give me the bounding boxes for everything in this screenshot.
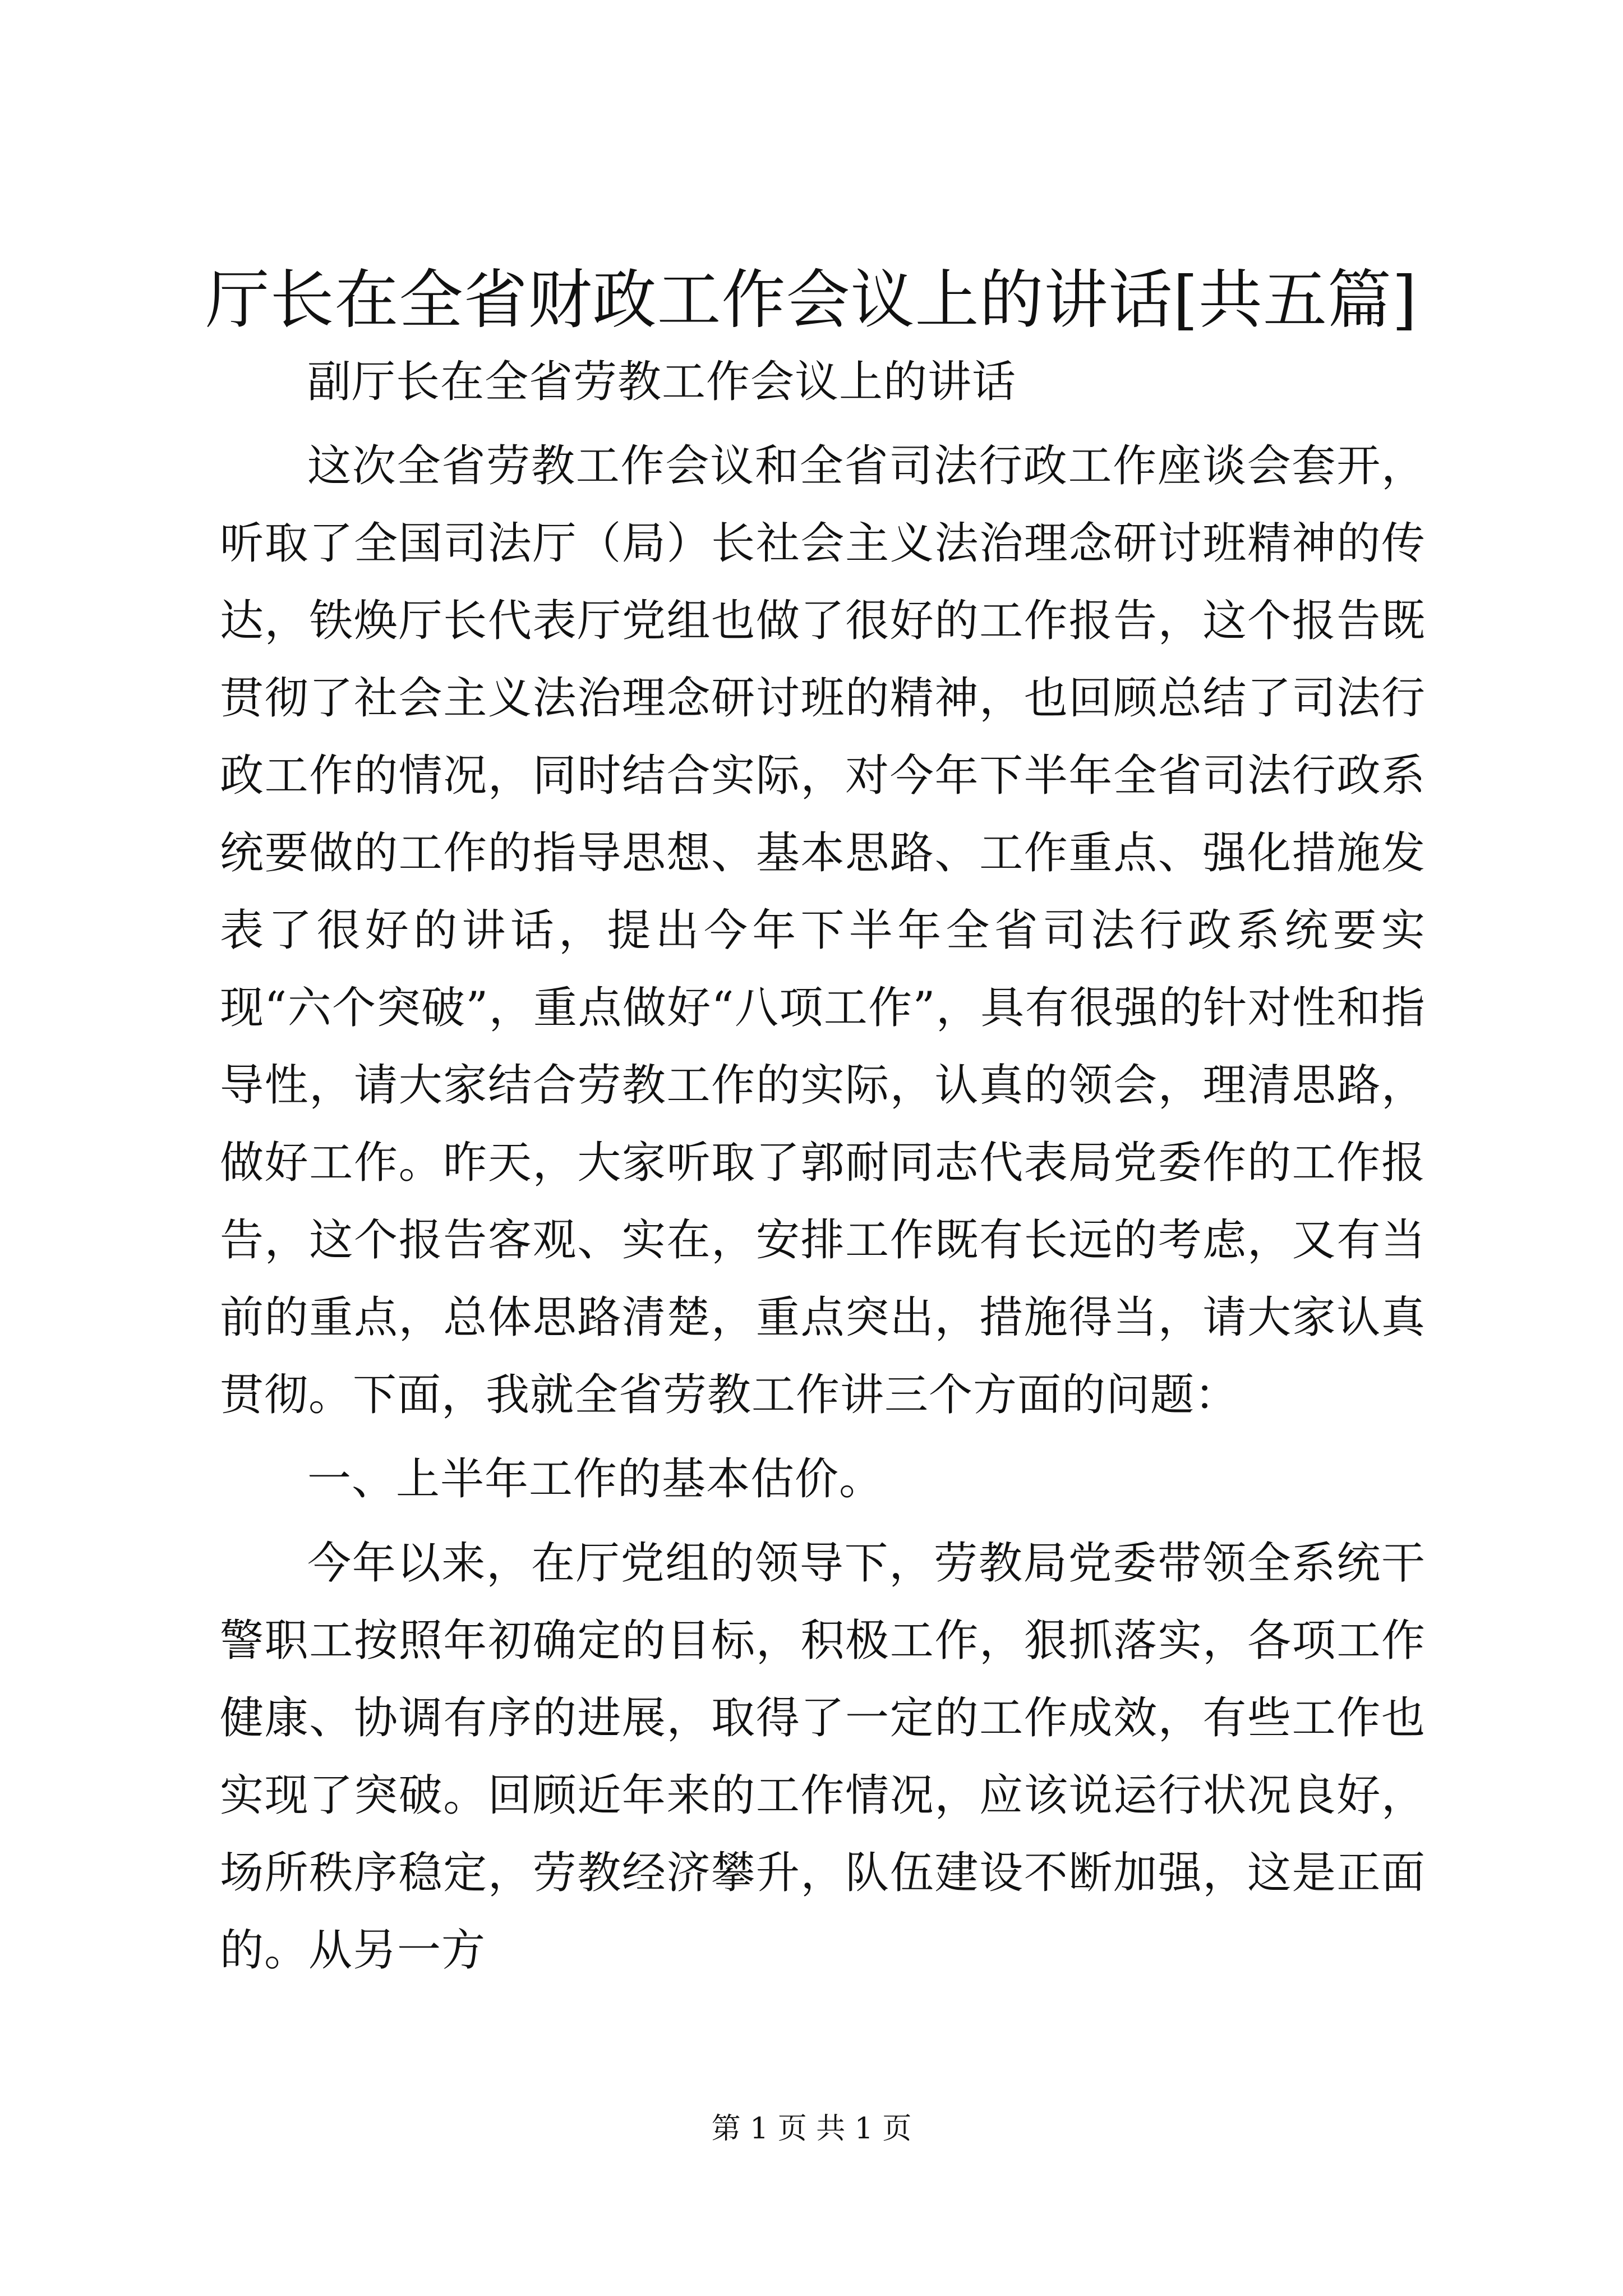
document-title: 厅长在全省财政工作会议上的讲话[共五篇] — [205, 263, 1418, 337]
paragraph-intro: 这次全省劳教工作会议和全省司法行政工作座谈会套开，听取了全国司法厅（局）长社会主义法治理念研讨班精神的传达，铁焕厅长代表厅党组也做了很好的工作报告，这个报告既贯彻了社会主义法治理念研讨班的精神，也回顾总结了司法行政工作的情况，同时结合实际，对今年下半年全省司法行政系统要做的工作的指导思想、基本思路、工作重点、强化措施发表了很好的讲话，提出今年下半年全省司法行政系统要实现“六个突破”，重点做好“八项工作”，具有很强的针对性和指导性，请大家结合劳教工作的实际，认真的领会，理清思路，做好工作。昨天，大家听取了郭耐同志代表局党委作的工作报告，这个报告客观、实在，安排工作既有长远的考虑，又有当前的重点，总体思路清楚，重点突出，措施得当，请大家认真贯彻。下面，我就全省劳教工作讲三个方面的问题： — [220, 441, 1426, 1420]
page-footer: 第 1 页 共 1 页 — [711, 2112, 912, 2146]
paragraph-section-body: 今年以来，在厅党组的领导下，劳教局党委带领全系统干警职工按照年初确定的目标，积极工作，狠抓落实，各项工作健康、协调有序的进展，取得了一定的工作成效，有些工作也实现了突破。回顾近年来的工作情况，应该说运行状况良好，场所秩序稳定，劳教经济攀升，队伍建设不断加强，这是正面的。从另一方 — [220, 1538, 1426, 1976]
paragraph-subtitle: 副厅长在全省劳教工作会议上的讲话 — [307, 357, 1017, 407]
document-body — [220, 343, 1426, 1996]
paragraph-section-heading: 一、上半年工作的基本估价。 — [307, 1454, 884, 1504]
